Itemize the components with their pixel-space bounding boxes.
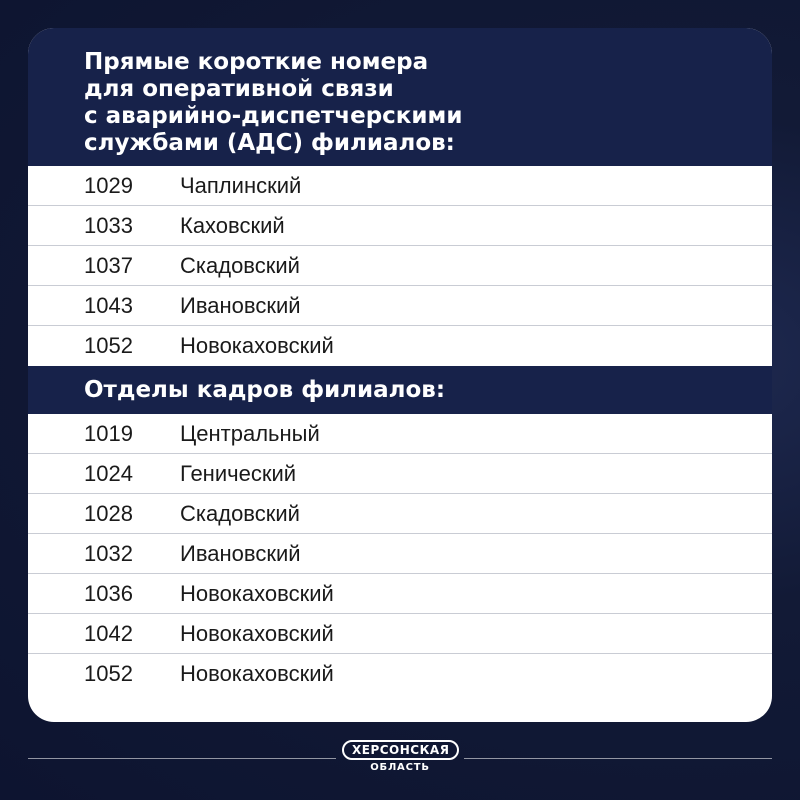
phone-code: 1037 [84, 252, 133, 278]
phone-code: 1052 [84, 661, 133, 686]
branch-name: Чаплинский [180, 172, 302, 198]
list-item [28, 414, 772, 454]
kherson-region-logo [342, 740, 458, 773]
phone-code: 1043 [84, 292, 133, 318]
phone-code: 1052 [84, 333, 133, 358]
list-item [28, 534, 772, 574]
list-item [28, 614, 772, 654]
logo-subtitle: ОБЛАСТЬ [370, 762, 430, 773]
footer-divider-left [28, 758, 336, 759]
section-header-hr [28, 366, 772, 414]
list-item [28, 286, 772, 326]
phone-code: 1032 [84, 540, 133, 566]
list-item [28, 494, 772, 534]
phone-code: 1033 [84, 212, 133, 238]
branch-name: Ивановский [180, 540, 301, 566]
phone-code: 1036 [84, 580, 133, 606]
branch-name: Новокаховский [180, 580, 334, 606]
list-item [28, 166, 772, 206]
branch-name: Новокаховский [180, 661, 334, 686]
phone-code: 1042 [84, 620, 133, 646]
phone-code: 1024 [84, 460, 133, 486]
branch-name: Каховский [180, 212, 285, 238]
phone-code: 1029 [84, 172, 133, 198]
list-item [28, 574, 772, 614]
branch-name: Ивановский [180, 292, 301, 318]
branch-name: Новокаховский [180, 333, 334, 358]
phone-directory-card [28, 28, 772, 722]
branch-name: Генический [180, 460, 297, 486]
hr-number-list [28, 414, 772, 694]
list-item [28, 206, 772, 246]
footer-divider-right [464, 758, 772, 759]
section-header-ads [28, 28, 772, 166]
section-title-line: для оперативной связи [84, 76, 394, 102]
logo-title: ХЕРСОНСКАЯ [342, 740, 459, 760]
branch-name: Скадовский [180, 252, 300, 278]
phone-code: 1028 [84, 500, 133, 526]
branch-name: Скадовский [180, 500, 300, 526]
list-item [28, 454, 772, 494]
list-item [28, 326, 772, 366]
section-title-line: службами (АДС) филиалов: [84, 130, 455, 156]
section-title-line: Прямые короткие номера [84, 49, 429, 75]
list-item [28, 246, 772, 286]
section-title: Отделы кадров филиалов: [84, 377, 446, 403]
list-item [28, 654, 772, 694]
branch-name: Новокаховский [180, 620, 334, 646]
ads-number-list [28, 166, 772, 366]
branch-name: Центральный [180, 420, 320, 446]
phone-code: 1019 [84, 420, 133, 446]
section-title-line: с аварийно-диспетчерскими [84, 103, 463, 129]
